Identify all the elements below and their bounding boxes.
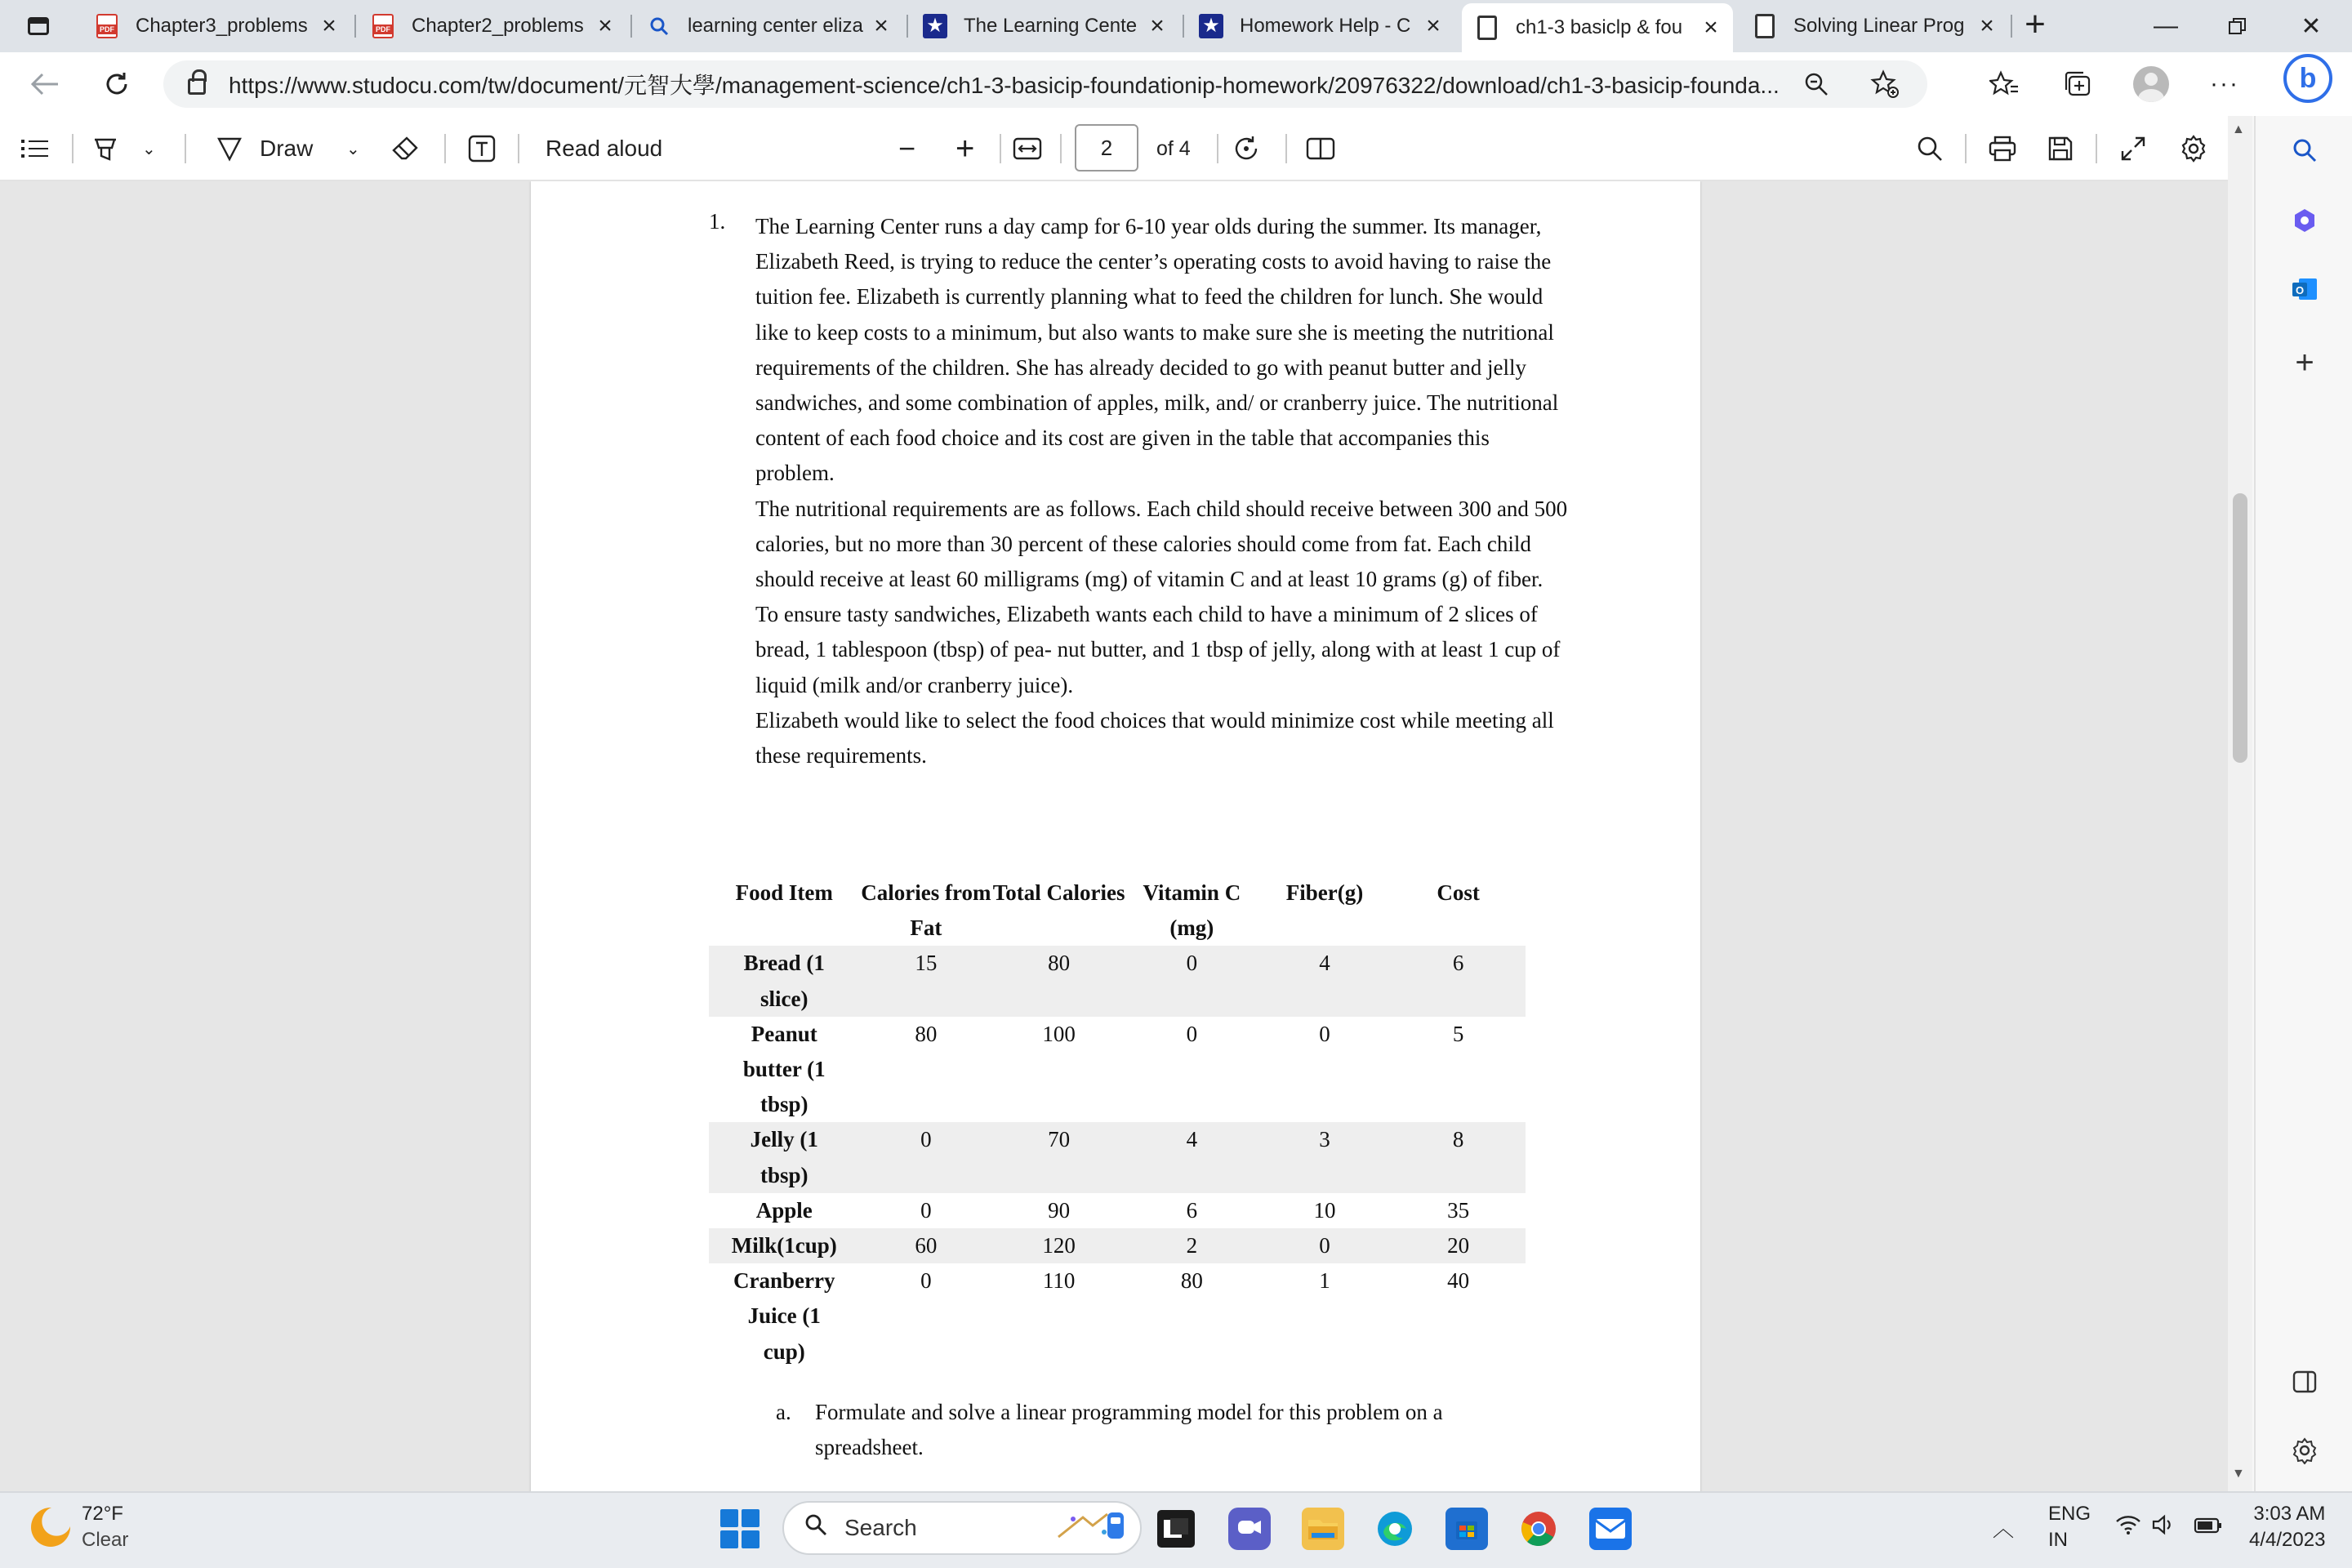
table-cell: 0 bbox=[1125, 946, 1258, 1016]
sidebar-copilot-icon[interactable] bbox=[2288, 204, 2321, 237]
microsoft-store-icon[interactable] bbox=[1446, 1508, 1488, 1550]
weather-temperature[interactable]: 72°F bbox=[82, 1503, 123, 1525]
table-cell: 40 bbox=[1447, 1268, 1470, 1294]
tab-homework-help[interactable]: ★ Homework Help - C × bbox=[1186, 3, 1455, 49]
toolbar-divider bbox=[518, 134, 519, 163]
eraser-icon bbox=[390, 136, 420, 162]
highlight-button[interactable] bbox=[91, 129, 119, 168]
tab-learning-center-search[interactable]: learning center eliza × bbox=[634, 3, 903, 49]
sandwich-paragraph: To ensure tasty sandwiches, Elizabeth wants each child to have a minimum of 2 slices of bread, 1 tablespoon (tbsp) of pea- nut butter, and 1 tbsp of jelly, along with at least 1 cup of liquid (milk and/or cranberry juice). bbox=[755, 602, 1561, 697]
table-cell: 10 bbox=[1313, 1197, 1336, 1223]
table-cell: 2 bbox=[1125, 1228, 1258, 1263]
restore-icon bbox=[2228, 16, 2247, 36]
table-cell: 8 bbox=[1391, 1122, 1526, 1192]
search-icon bbox=[1916, 135, 1944, 163]
food-item-cell: Bread (1 slice) bbox=[709, 946, 859, 1016]
contents-icon bbox=[21, 138, 49, 159]
draw-label: Draw bbox=[260, 136, 314, 161]
table-row bbox=[709, 1228, 1526, 1263]
full-screen-button[interactable] bbox=[2120, 129, 2146, 168]
sidebar-hide-icon[interactable] bbox=[2288, 1365, 2321, 1398]
star-icon: ★ bbox=[923, 14, 947, 38]
favorites-button[interactable] bbox=[1986, 62, 2022, 106]
tab-strip bbox=[0, 0, 2352, 52]
tab-actions-button[interactable] bbox=[16, 10, 60, 42]
battery-icon[interactable] bbox=[2194, 1514, 2223, 1541]
chrome-icon[interactable] bbox=[1517, 1508, 1560, 1550]
toolbar-divider bbox=[1965, 134, 1967, 163]
tab-solving-linear-prog[interactable]: Solving Linear Prog × bbox=[1740, 3, 2009, 49]
wifi-icon[interactable] bbox=[2115, 1514, 2141, 1541]
table-cell: 0 bbox=[1258, 1228, 1392, 1263]
question-body bbox=[755, 209, 1572, 773]
print-button[interactable] bbox=[1988, 129, 2017, 168]
start-button[interactable] bbox=[720, 1509, 760, 1548]
tab-ch1-3-basiclp[interactable]: ch1-3 basiclp & fou × bbox=[1462, 3, 1733, 52]
pdf-viewer[interactable] bbox=[0, 181, 2241, 1491]
page-number-input[interactable]: 2 bbox=[1075, 124, 1138, 172]
tab-divider bbox=[1183, 15, 1184, 38]
column-header: Fiber(g) bbox=[1285, 880, 1364, 905]
teams-chat-icon[interactable] bbox=[1228, 1508, 1271, 1550]
add-text-button[interactable] bbox=[467, 129, 497, 168]
draw-button[interactable] bbox=[216, 129, 313, 168]
highlight-dropdown[interactable]: ⌄ bbox=[142, 140, 156, 158]
table-of-contents-button[interactable] bbox=[21, 129, 49, 168]
tab-actions-icon bbox=[28, 17, 49, 35]
column-header: Vitamin C (mg) bbox=[1143, 880, 1241, 941]
restore-button[interactable] bbox=[2205, 8, 2270, 44]
tab-chapter3-problems[interactable]: PDF Chapter3_problems × bbox=[82, 3, 351, 49]
food-item-cell: Milk(1cup) bbox=[709, 1228, 859, 1263]
pdf-icon bbox=[371, 14, 395, 38]
column-header: Calories from Fat bbox=[861, 880, 991, 941]
tab-learning-center[interactable]: ★ The Learning Cente × bbox=[910, 3, 1179, 49]
save-icon bbox=[2047, 135, 2074, 163]
gear-icon bbox=[2179, 134, 2208, 163]
refresh-icon bbox=[103, 70, 131, 98]
clock[interactable] bbox=[2249, 1503, 2325, 1552]
save-button[interactable] bbox=[2047, 129, 2074, 168]
sidebar-add-icon[interactable]: + bbox=[2295, 344, 2314, 381]
toolbar-divider bbox=[1000, 134, 1001, 163]
food-item-cell: Cranberry Juice (1 cup) bbox=[733, 1268, 835, 1364]
search-highlight-icon bbox=[1054, 1508, 1127, 1549]
close-icon[interactable]: × bbox=[1426, 12, 1441, 39]
clock-date: 4/4/2023 bbox=[2249, 1529, 2326, 1551]
clock-time: 3:03 AM bbox=[2253, 1503, 2326, 1525]
table-cell: 110 bbox=[1042, 1268, 1076, 1294]
table-cell: 70 bbox=[992, 1122, 1125, 1192]
edge-browser-icon[interactable] bbox=[1374, 1508, 1416, 1550]
objective-paragraph: Elizabeth would like to select the food choices that would minimize cost while meeting all these requirements. bbox=[755, 707, 1554, 768]
food-item-cell: Apple bbox=[755, 1197, 813, 1223]
collections-button[interactable] bbox=[2060, 62, 2096, 106]
draw-dropdown[interactable]: ⌄ bbox=[346, 140, 360, 158]
table-cell: 0 bbox=[920, 1268, 932, 1294]
requirements-paragraph: The nutritional requirements are as follows. Each child should receive between 300 and 500 calories, but no more than 30 percent of these calories should come from fat. Each child should receive at least 60 milligrams (mg) of vitamin C and at least 10 grams (g) of fiber. bbox=[755, 496, 1568, 592]
pdf-icon bbox=[95, 14, 119, 38]
table-cell: 80 bbox=[992, 946, 1125, 1016]
taskbar-search[interactable] bbox=[782, 1501, 1142, 1555]
sidebar-outlook-icon[interactable] bbox=[2288, 273, 2321, 305]
sidebar-settings-icon[interactable] bbox=[2288, 1434, 2321, 1467]
language-indicator[interactable] bbox=[2048, 1503, 2091, 1552]
food-item-cell: Peanut butter (1 tbsp) bbox=[742, 1021, 826, 1117]
toolbar-divider bbox=[185, 134, 186, 163]
table-row bbox=[709, 946, 1526, 1016]
table-row bbox=[709, 1193, 1526, 1228]
fit-width-icon bbox=[1013, 137, 1042, 160]
expand-icon bbox=[2120, 136, 2146, 162]
table-cell: 0 bbox=[859, 1122, 992, 1192]
tab-divider bbox=[2011, 15, 2012, 38]
table-cell: 4 bbox=[1258, 946, 1392, 1016]
read-aloud-button[interactable] bbox=[546, 129, 662, 168]
settings-more-button[interactable]: ··· bbox=[2210, 70, 2239, 97]
collections-icon bbox=[2060, 66, 2096, 102]
page-total: of 4 bbox=[1156, 136, 1191, 160]
pdf-settings-button[interactable] bbox=[2179, 129, 2208, 168]
toolbar-divider bbox=[1285, 134, 1287, 163]
pdf-toolbar bbox=[0, 116, 2241, 181]
scroll-down-arrow-icon[interactable]: ▼ bbox=[2232, 1467, 2245, 1481]
language-code: ENG bbox=[2048, 1503, 2091, 1525]
weather-moon-icon[interactable] bbox=[31, 1508, 70, 1547]
page-view-button[interactable] bbox=[1305, 129, 1336, 168]
table-cell: 4 bbox=[1125, 1122, 1258, 1192]
volume-icon[interactable] bbox=[2151, 1514, 2177, 1541]
pdf-page bbox=[531, 181, 1700, 1491]
close-icon[interactable]: × bbox=[322, 12, 336, 39]
add-favorite-icon[interactable] bbox=[1867, 66, 1903, 102]
search-icon bbox=[647, 14, 671, 38]
favorites-icon bbox=[1986, 66, 2022, 102]
search-placeholder: Search bbox=[844, 1515, 917, 1540]
table-cell: 90 bbox=[1048, 1197, 1071, 1223]
table-cell: 100 bbox=[1042, 1021, 1076, 1046]
lock-icon bbox=[188, 78, 206, 95]
tab-divider bbox=[630, 15, 632, 38]
table-cell: 80 bbox=[915, 1021, 938, 1046]
close-window-button[interactable]: ✕ bbox=[2301, 12, 2322, 40]
url-input[interactable] bbox=[163, 60, 1927, 108]
rotate-icon bbox=[1232, 134, 1261, 163]
erase-button[interactable] bbox=[390, 129, 420, 168]
zoom-out-icon[interactable] bbox=[1798, 66, 1834, 102]
close-icon[interactable]: × bbox=[1150, 12, 1165, 39]
rotate-button[interactable] bbox=[1232, 129, 1261, 168]
table-cell: 0 bbox=[920, 1197, 932, 1223]
scrollbar-thumb[interactable] bbox=[2233, 493, 2247, 763]
file-explorer-icon[interactable] bbox=[1302, 1508, 1344, 1550]
toolbar-divider bbox=[1060, 134, 1062, 163]
bing-chat-button[interactable]: b bbox=[2283, 54, 2332, 103]
column-header: Food Item bbox=[735, 880, 833, 905]
weather-condition: Clear bbox=[82, 1529, 129, 1551]
table-cell: 15 bbox=[859, 946, 992, 1016]
subquestion-label: a. bbox=[776, 1400, 791, 1424]
table-cell: 3 bbox=[1258, 1122, 1392, 1192]
search-icon bbox=[804, 1512, 828, 1544]
table-cell: 80 bbox=[1180, 1268, 1203, 1294]
back-arrow-icon bbox=[30, 72, 60, 96]
problem-paragraph: The Learning Center runs a day camp for 6-10 year olds during the summer. Its manager, Elizabeth Reed, is trying to reduce the center’s operating costs to avoid having to raise the tuition fee. Elizabeth is currently planning what to feed the children for lunch. She would like to keep costs to a minimum, but also wants to make sure she is meeting the nutritional requirements of the children. She has already decided to go with peanut butter and jelly sandwiches, and some combination of apples, milk, and/ or cranberry juice. The nutritional content of each food choice and its cost are given in the table that accompanies this problem. bbox=[755, 214, 1559, 486]
table-cell: 60 bbox=[859, 1228, 992, 1263]
svg-text:O: O bbox=[2295, 284, 2305, 296]
subquestion-text: Formulate and solve a linear programming model for this problem on a spreadsheet. bbox=[815, 1400, 1443, 1460]
find-button[interactable] bbox=[1916, 129, 1944, 168]
highlighter-icon bbox=[91, 135, 119, 163]
column-header: Cost bbox=[1437, 880, 1480, 905]
text-box-icon bbox=[467, 134, 497, 163]
document-icon bbox=[1753, 14, 1777, 38]
question-number: 1. bbox=[709, 209, 726, 234]
tab-divider bbox=[906, 15, 908, 38]
toolbar-divider bbox=[444, 134, 446, 163]
draw-icon bbox=[216, 135, 243, 163]
table-cell: 6 bbox=[1186, 1197, 1198, 1223]
table-cell: 6 bbox=[1391, 946, 1526, 1016]
nutrition-table bbox=[709, 875, 1526, 1370]
fit-to-width-button[interactable] bbox=[1013, 129, 1042, 168]
avatar bbox=[2133, 66, 2169, 102]
address-bar-row bbox=[0, 52, 2352, 116]
sidebar-search-icon[interactable] bbox=[2288, 134, 2321, 167]
close-icon[interactable]: × bbox=[598, 12, 612, 39]
read-aloud-label: Read aloud bbox=[546, 136, 663, 161]
table-header-row bbox=[709, 875, 1526, 946]
table-row bbox=[709, 1122, 1526, 1192]
tab-chapter2-problems[interactable]: PDF Chapter2_problems × bbox=[358, 3, 627, 49]
table-cell: 20 bbox=[1391, 1228, 1526, 1263]
show-hidden-icons-button[interactable]: ︿ bbox=[1993, 1517, 2015, 1541]
close-icon[interactable]: × bbox=[1980, 12, 1994, 39]
scroll-up-arrow-icon[interactable]: ▲ bbox=[2232, 122, 2245, 136]
toolbar-divider bbox=[2096, 134, 2097, 163]
vertical-scrollbar[interactable] bbox=[2228, 116, 2252, 1491]
document-icon bbox=[1475, 16, 1499, 40]
mail-icon[interactable] bbox=[1589, 1508, 1632, 1550]
table-cell: 1 bbox=[1319, 1268, 1330, 1294]
column-header: Total Calories bbox=[992, 880, 1125, 905]
keyboard-region: IN bbox=[2048, 1529, 2068, 1551]
star-icon: ★ bbox=[1199, 14, 1223, 38]
toolbar-divider bbox=[72, 134, 74, 163]
back-button[interactable] bbox=[24, 64, 65, 105]
close-icon[interactable]: × bbox=[874, 12, 889, 39]
table-row bbox=[709, 1263, 1526, 1370]
refresh-button[interactable] bbox=[96, 64, 137, 105]
zoom-in-button[interactable]: + bbox=[956, 130, 975, 167]
table-cell: 120 bbox=[992, 1228, 1125, 1263]
table-cell: 5 bbox=[1452, 1021, 1464, 1046]
page-view-icon bbox=[1305, 136, 1336, 161]
zoom-out-button[interactable]: − bbox=[898, 131, 916, 165]
profile-button[interactable] bbox=[2133, 62, 2169, 106]
table-cell: 35 bbox=[1447, 1197, 1470, 1223]
tab-divider bbox=[354, 15, 356, 38]
print-icon bbox=[1988, 135, 2017, 163]
toolbar-divider bbox=[1217, 134, 1218, 163]
url-text: https://www.studocu.com/tw/document/元智大學/management-science/ch1-3-basicip-foundationip-homework/20976322/download/ch1-3-basicip-founda... bbox=[229, 73, 1780, 98]
new-tab-button[interactable]: + bbox=[2025, 4, 2046, 44]
table-cell: 0 bbox=[1319, 1021, 1330, 1046]
table-row bbox=[709, 1017, 1526, 1123]
task-view-icon[interactable] bbox=[1155, 1508, 1197, 1550]
close-icon[interactable]: × bbox=[1704, 14, 1718, 41]
minimize-button[interactable]: — bbox=[2154, 12, 2178, 39]
food-item-cell: Jelly (1 tbsp) bbox=[709, 1122, 859, 1192]
table-cell: 0 bbox=[1186, 1021, 1198, 1046]
edge-sidebar bbox=[2254, 116, 2352, 1491]
